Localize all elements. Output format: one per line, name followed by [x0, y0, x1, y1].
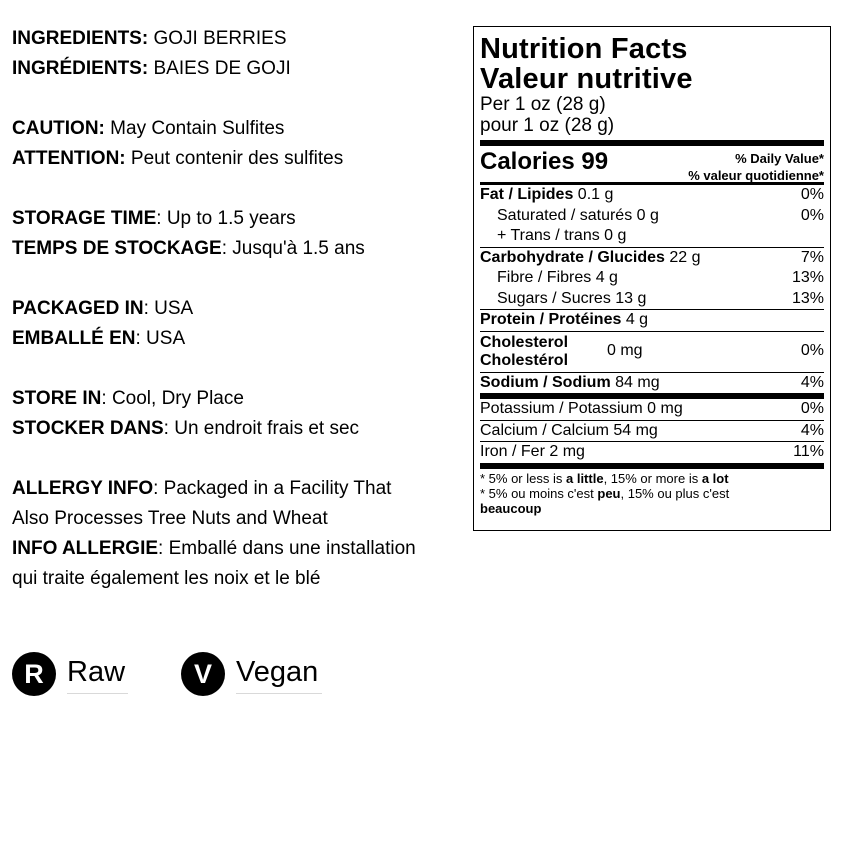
- footnote: [480, 469, 824, 516]
- packaged-fr-value: : USA: [135, 328, 186, 349]
- attention-label: ATTENTION:: [12, 148, 126, 169]
- vegan-label: Vegan: [236, 656, 319, 688]
- ingredients-value: GOJI BERRIES: [153, 28, 287, 49]
- saturated-label: Saturated / saturés 0 g: [497, 206, 659, 224]
- vegan-underline: [236, 693, 322, 694]
- footnote-fr-beaucoup: beaucoup: [480, 500, 542, 516]
- sugars-percent: 13%: [791, 289, 824, 307]
- footnote-en-lot: a lot: [701, 470, 729, 486]
- cholesterol-label-fr: Cholestérol: [480, 351, 569, 369]
- store-value: : Cool, Dry Place: [101, 388, 244, 409]
- serving-size-en: Per 1 oz (28 g): [480, 94, 606, 115]
- attention-line: [12, 144, 467, 174]
- footnote-en: [480, 471, 824, 486]
- carbohydrate-label: Carbohydrate / Glucides: [480, 248, 665, 266]
- allergy-fr-label: INFO ALLERGIE: [12, 538, 159, 559]
- footnote-en-text-2: , 15% or more is: [603, 470, 702, 486]
- iron-label: Iron / Fer 2 mg: [480, 443, 585, 460]
- storage-fr-value: : Jusqu'à 1.5 ans: [221, 238, 365, 259]
- fat-label-wrap: [480, 185, 613, 206]
- raw-label: Raw: [67, 656, 126, 688]
- storage-label: STORAGE TIME: [12, 208, 157, 229]
- packaged-value: : USA: [143, 298, 194, 319]
- sugars-label: Sugars / Sucres 13 g: [497, 289, 647, 307]
- caution-line: [12, 114, 467, 144]
- allergy-fr-line: [12, 534, 467, 564]
- ingredients-label: INGREDIENTS:: [12, 28, 149, 49]
- calories-row: [480, 146, 824, 182]
- footnote-fr: [480, 486, 824, 501]
- allergy-value: : Packaged in a Facility That: [153, 478, 392, 499]
- fat-label: Fat / Lipides: [480, 186, 574, 203]
- ingredients-line: [12, 24, 467, 54]
- sodium-label-wrap: [480, 373, 660, 394]
- nutrition-facts-panel: [473, 26, 831, 531]
- allergy-value-2: Also Processes Tree Nuts and Wheat: [12, 508, 328, 529]
- store-label: STORE IN: [12, 388, 102, 409]
- carbohydrate-row: [480, 248, 824, 269]
- fibre-row: [480, 268, 824, 289]
- store-fr-label: STOCKER DANS: [12, 418, 164, 439]
- potassium-percent: 0%: [800, 400, 824, 417]
- carbohydrate-percent: 7%: [800, 248, 824, 266]
- footnote-fr-2: [480, 501, 824, 516]
- nutrition-title-fr: Valeur nutritive: [480, 63, 693, 95]
- footnote-en-text: * 5% or less is: [480, 470, 566, 486]
- packaged-line: [12, 294, 467, 324]
- trans-label: + Trans / trans 0 g: [497, 227, 627, 244]
- calcium-row: [480, 421, 824, 442]
- potassium-row: [480, 399, 824, 420]
- carbohydrate-label-wrap: [480, 248, 701, 269]
- caution-value: May Contain Sulfites: [110, 118, 285, 139]
- fibre-label: Fibre / Fibres 4 g: [497, 269, 618, 286]
- daily-value-header-en: % Daily Value*: [735, 151, 824, 166]
- store-fr-line: [12, 414, 467, 444]
- packaged-fr-label: EMBALLÉ EN: [12, 328, 136, 349]
- fat-amount: 0.1 g: [573, 186, 614, 203]
- allergy-label: ALLERGY INFO: [12, 478, 154, 499]
- raw-underline: [67, 693, 128, 694]
- calories-label: Calories 99: [480, 148, 609, 175]
- footnote-en-little: a little: [565, 470, 604, 486]
- packaged-fr-line: [12, 324, 467, 354]
- allergy-fr-line-2: [12, 564, 467, 594]
- store-fr-value: : Un endroit frais et sec: [163, 418, 360, 439]
- storage-value: : Up to 1.5 years: [156, 208, 296, 229]
- nutrition-title-en: Nutrition Facts: [480, 33, 688, 65]
- sodium-amount: 84 mg: [610, 373, 660, 391]
- packaged-label: PACKAGED IN: [12, 298, 144, 319]
- footnote-fr-peu: peu: [597, 485, 621, 501]
- store-line: [12, 384, 467, 414]
- carbohydrate-amount: 22 g: [664, 248, 701, 266]
- cholesterol-percent: 0%: [800, 341, 824, 359]
- ingredients-fr-line: [12, 54, 467, 84]
- iron-row: [480, 442, 824, 463]
- sodium-percent: 4%: [800, 373, 824, 391]
- allergy-fr-value: : Emballé dans une installation: [158, 538, 416, 559]
- footnote-fr-text: * 5% ou moins c'est: [480, 485, 598, 501]
- iron-percent: 11%: [793, 443, 824, 460]
- allergy-line-2: [12, 504, 467, 534]
- ingredients-fr-value: BAIES DE GOJI: [153, 58, 291, 79]
- sugars-row: [480, 289, 824, 310]
- raw-icon: R: [12, 652, 56, 696]
- storage-line: [12, 204, 467, 234]
- caution-label: CAUTION:: [12, 118, 105, 139]
- sodium-label: Sodium / Sodium: [480, 373, 611, 391]
- saturated-percent: 0%: [800, 206, 824, 224]
- fat-percent: 0%: [800, 186, 824, 203]
- protein-amount: 4 g: [621, 311, 649, 328]
- allergy-fr-value-2: qui traite également les noix et le blé: [12, 568, 321, 589]
- vegan-icon: V: [181, 652, 225, 696]
- fat-row: [480, 185, 824, 206]
- protein-row: [480, 310, 824, 331]
- footnote-fr-text-2: , 15% ou plus c'est: [620, 485, 730, 501]
- storage-fr-line: [12, 234, 467, 264]
- trans-row: [480, 226, 824, 247]
- saturated-row: [480, 206, 824, 227]
- cholesterol-row: [480, 332, 824, 372]
- protein-label-wrap: [480, 310, 648, 331]
- cholesterol-amount: 0 mg: [607, 341, 643, 359]
- allergy-line: [12, 474, 467, 504]
- daily-value-header-fr: % valeur quotidienne*: [688, 168, 824, 183]
- fibre-percent: 13%: [791, 269, 824, 286]
- ingredients-fr-label: INGRÉDIENTS:: [12, 58, 149, 79]
- cholesterol-label-en: Cholesterol: [480, 333, 569, 351]
- attention-value: Peut contenir des sulfites: [130, 148, 344, 169]
- potassium-label: Potassium / Potassium 0 mg: [480, 400, 683, 417]
- daily-value-header: [688, 150, 824, 184]
- storage-fr-label: TEMPS DE STOCKAGE: [12, 238, 222, 259]
- calcium-percent: 4%: [800, 421, 824, 439]
- product-info: [12, 24, 467, 594]
- calcium-label: Calcium / Calcium 54 mg: [480, 421, 658, 439]
- serving-size-fr: pour 1 oz (28 g): [480, 115, 615, 136]
- protein-label: Protein / Protéines: [480, 311, 622, 328]
- sodium-row: [480, 373, 824, 394]
